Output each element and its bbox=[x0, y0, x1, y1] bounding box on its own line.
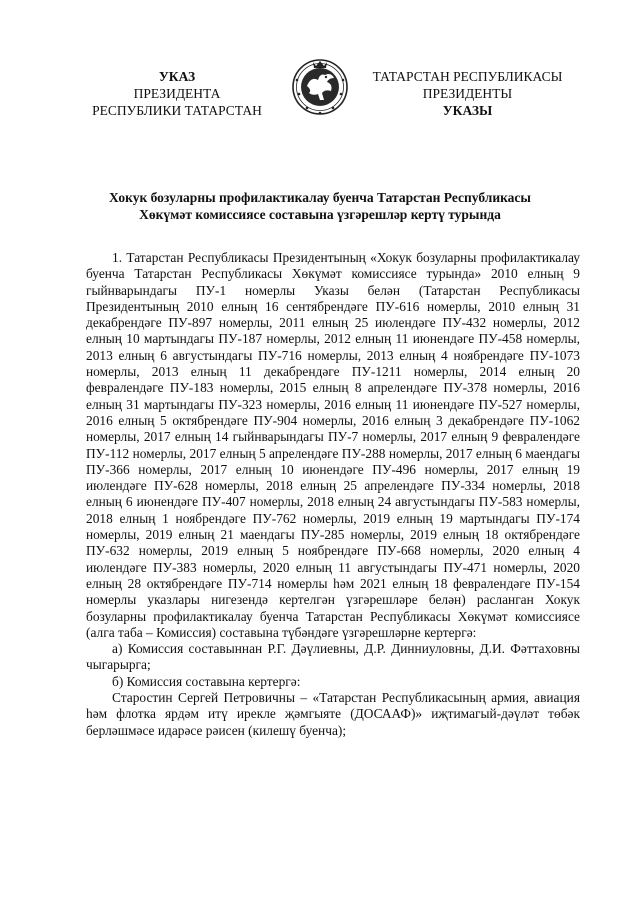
header-left-block bbox=[72, 68, 282, 119]
header-left-line3: РЕСПУБЛИКИ ТАТАРСТАН bbox=[92, 103, 262, 118]
header-left-line2: ПРЕЗИДЕНТА bbox=[133, 86, 221, 101]
document-title-line1: Хокук бозуларны профилактикалау буенча Татарстан Республикасы bbox=[109, 190, 531, 205]
header-right-line3: УКАЗЫ bbox=[442, 103, 493, 118]
header-right-line2: ПРЕЗИДЕНТЫ bbox=[422, 86, 513, 101]
body-paragraph-3: б) Комиссия составына кертергә: bbox=[112, 673, 301, 689]
header-left-line1: УКАЗ bbox=[158, 69, 196, 84]
body-paragraph-4: Старостин Сергей Петровичны – «Татарстан Республикасының армия, авиация һәм флотка ярдәм итү ирекле җәмгыяте (ДОСААФ)» иҗтимагый-дәүләт төбәк берләшмәсе идарәсе рәисен (килешү буенча); bbox=[86, 690, 580, 738]
document-body bbox=[86, 250, 580, 739]
document-title bbox=[60, 190, 580, 223]
header-right-line1: ТАТАРСТАН РЕСПУБЛИКАСЫ bbox=[372, 69, 563, 84]
tatarstan-coat-of-arms-icon bbox=[291, 56, 349, 118]
document-title-line2: Хөкүмәт комиссиясе составына үзгәрешләр кертү турында bbox=[139, 206, 501, 222]
header-right-block bbox=[360, 68, 575, 119]
body-paragraph-2: а) Комиссия составыннан Р.Г. Дәүлиевны, Д.Р. Динниуловны, Д.И. Фәттаховны чыгарырга; bbox=[86, 641, 580, 673]
body-paragraph-1: 1. Татарстан Республикасы Президентының «Хокук бозуларны профилактикалау буенча Татарстан Республикасы Хөкүмәт комиссиясе турында» 2010 елның 9 гыйнварындагы ПУ-1 номерлы Указы белән (Татарстан Республикасы Президентының 2010 елның 16 сентябрендәге ПУ-616 номерлы, 2010 елның 31 декабрендәге ПУ-897 номерлы, 2011 елның 25 июлендәге ПУ-432 номерлы, 2012 елның 10 мартындагы ПУ-187 номерлы, 2012 елның 11 июнендәге ПУ-458 номерлы, 2013 елның 6 августындагы ПУ-716 номерлы, 2013 елның 4 ноябрендәге ПУ-1073 номерлы, 2013 елның 11 декабрендәге ПУ-1211 номерлы, 2014 елның 20 февралендәге ПУ-183 номерлы, 2015 елның 8 апрелендәге ПУ-378 номерлы, 2016 елның 31 мартындагы ПУ-323 номерлы, 2016 елның 11 июнендәге ПУ-527 номерлы, 2016 елның 5 октябрендәге ПУ-904 номерлы, 2016 елның 3 декабрендәге ПУ-1062 номерлы, 2017 елның 14 гыйнварындагы ПУ-7 номерлы, 2017 елның 9 февралендәге ПУ-112 номерлы, 2017 елның 5 апрелендәге ПУ-288 номерлы, 2017 елның 6 маендагы ПУ-366 номерлы, 2017 елның 10 июнендәге ПУ-496 номерлы, 2017 елның 19 июлендәге ПУ-628 номерлы, 2018 елның 25 апрелендәге ПУ-334 номерлы, 2018 елның 6 июнендәге ПУ-407 номерлы, 2018 елның 24 августындагы ПУ-583 номерлы, 2018 елның 1 ноябрендәге ПУ-762 номерлы, 2019 елның 19 мартындагы ПУ-174 номерлы, 2019 елның 21 маендагы ПУ-285 номерлы, 2019 елның 18 октябрендәге ПУ-632 номерлы, 2019 елның 5 ноябрендәге ПУ-668 номерлы, 2020 елның 4 июлендәге ПУ-383 номерлы, 2020 елның 11 августындагы ПУ-471 номерлы, 2020 елның 28 октябрендәге ПУ-714 номерлы һәм 2021 елның 18 февралендәге ПУ-154 номерлы указлары нигезендә кертелгән үзгәрешләре белән) расланган Хокук бозуларны профилактикалау буенча Татарстан Республикасы Хөкүмәт комиссиясе (алга таба – Комиссия) составына түбәндәге үзгәрешләрне кертергә: bbox=[86, 250, 580, 640]
